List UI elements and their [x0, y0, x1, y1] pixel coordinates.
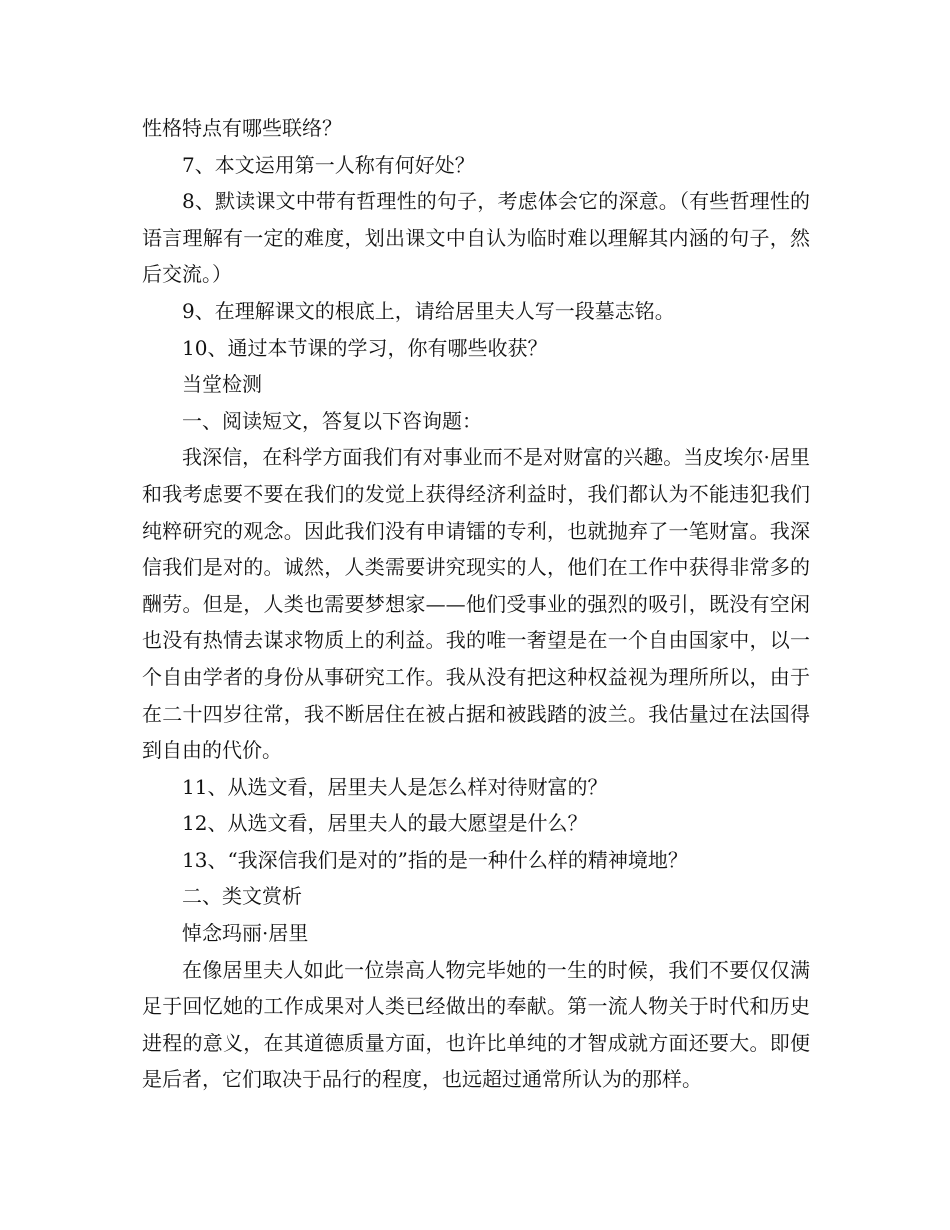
question-7: 7、本文运用第一人称有何好处？	[182, 152, 475, 177]
document-body	[142, 110, 810, 1098]
subsection-heading-similar-text: 二、类文赏析	[182, 884, 302, 909]
section-heading-in-class-test: 当堂检测	[182, 372, 262, 397]
article-paragraph: 在像居里夫人如此一位崇高人物完毕她的一生的时候，我们不要仅仅满足于回忆她的工作成果对人类已经做出的奉献。第一流人物关于时代和历史进程的意义，在其道德质量方面，也许比单纯的才智成就方面还要大。即便是后者，它们取决于品行的程度，也远超过通常所认为的那样。	[142, 957, 810, 1092]
question-13: 13、“我深信我们是对的”指的是一种什么样的精神境地？	[182, 847, 688, 872]
article-title: 悼念玛丽·居里	[182, 921, 309, 946]
question-11: 11、从选文看，居里夫人是怎么样对待财富的？	[182, 774, 608, 799]
question-8: 8、默读课文中带有哲理性的句子，考虑体会它的深意。（有些哲理性的语言理解有一定的难度，划出课文中自认为临时难以理解其内涵的句子，然后交流。）	[142, 189, 810, 287]
question-6-continuation: 性格特点有哪些联络？	[142, 116, 342, 140]
question-10: 10、通过本节课的学习，你有哪些收获？	[182, 335, 548, 360]
question-12: 12、从选文看，居里夫人的最大愿望是什么？	[182, 811, 588, 836]
reading-passage: 我深信，在科学方面我们有对事业而不是对财富的兴趣。当皮埃尔·居里和我考虑要不要在我们的发觉上获得经济利益时，我们都认为不能违犯我们纯粹研究的观念。因此我们没有申请镭的专利，也就抛弃了一笔财富。我深信我们是对的。诚然，人类需要讲究现实的人，他们在工作中获得非常多的酬劳。但是，人类也需要梦想家——他们受事业的强烈的吸引，既没有空闲也没有热情去谋求物质上的利益。我的唯一奢望是在一个自由国家中，以一个自由学者的身份从事研究工作。我从没有把这种权益视为理所所以，由于在二十四岁往常，我不断居住在被占据和被践踏的波兰。我估量过在法国得到自由的代价。	[142, 445, 810, 763]
question-9: 9、在理解课文的根底上，请给居里夫人写一段墓志铭。	[182, 298, 675, 323]
subsection-heading-reading: 一、阅读短文，答复以下咨询题：	[182, 408, 482, 433]
